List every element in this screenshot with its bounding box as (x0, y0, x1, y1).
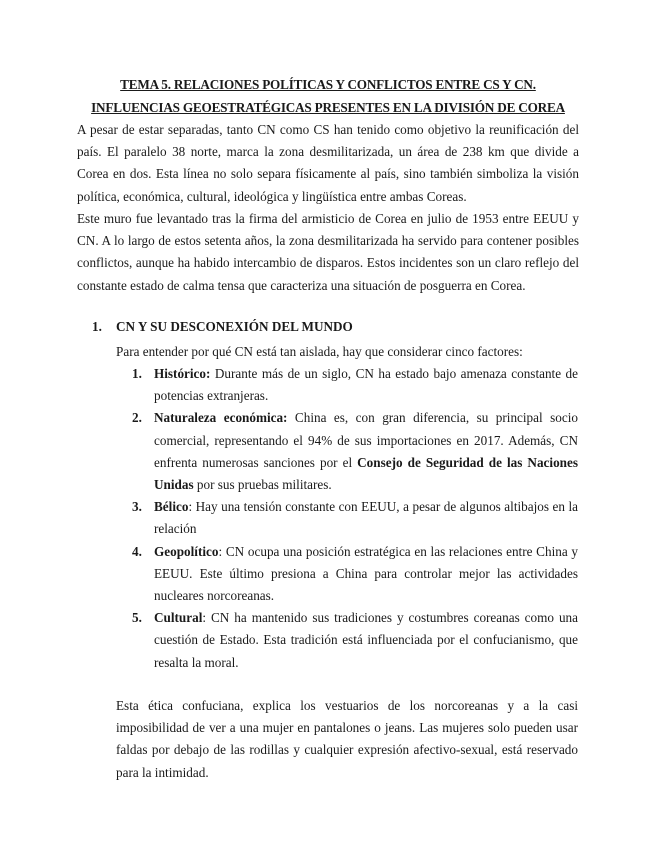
title-line-1: TEMA 5. RELACIONES POLÍTICAS Y CONFLICTOS ENTRE CS Y CN. (120, 77, 536, 92)
factor-text: China es, con gran diferencia, su principal socio comercial, representando el 94% de sus importaciones en 2017. Además, CN enfrenta numerosas sanciones por el (154, 410, 578, 470)
factor-item-economica (130, 407, 578, 496)
factor-strong-text: Consejo de Seguridad de las Naciones Unidas (154, 454, 578, 493)
section-number: 1. (92, 319, 102, 334)
title-line-2: INFLUENCIAS GEOESTRATÉGICAS PRESENTES EN LA DIVISIÓN DE COREA (91, 99, 565, 115)
factor-text: Durante más de un siglo, CN ha estado bajo amenaza constante de potencias extranjeras. (154, 366, 578, 404)
section-heading (92, 316, 353, 338)
section-intro: Para entender por qué CN está tan aislada, hay que considerar cinco factores: (116, 344, 523, 359)
list-number: 3. (132, 499, 142, 515)
factor-text: : CN ocupa una posición estratégica en las relaciones entre China y EEUU. Este último presiona a China para controlar mejor las actividades nucleares norcoreanas. (154, 543, 578, 604)
factor-term: Geopolítico (154, 543, 219, 559)
paragraph-armistice: Este muro fue levantado tras la firma del armisticio de Corea en julio de 1953 entre EEUU y CN. A lo largo de estos setenta años, la zona desmilitarizada ha servido para contener posibles conflictos, aunque ha habido intercambio de disparos. Estos incidentes son un claro reflejo del constante estado de calma tensa que caracteriza una situación de posguerra en Corea. (77, 211, 579, 293)
factor-item-cultural (130, 607, 578, 674)
list-number: 5. (132, 610, 142, 626)
paragraph-confucian-ethics: Esta ética confuciana, explica los vestuarios de los norcoreanas y a la casi imposibilidad de ver a una mujer en pantalones o jeans. Las mujeres solo pueden usar faldas por debajo de las rodillas y cualquier expresión afectivo-sexual, está reservado para la intimidad. (116, 698, 578, 780)
factor-text-after: por sus pruebas militares. (193, 477, 332, 493)
factor-item-belico (130, 496, 578, 540)
factor-term: Cultural (154, 610, 203, 626)
factor-term: Naturaleza económica: (154, 410, 288, 426)
list-number: 4. (132, 543, 142, 559)
document-title (78, 74, 578, 119)
list-number: 1. (132, 366, 142, 381)
factor-term: Histórico: (154, 366, 211, 381)
paragraph-reunification: A pesar de estar separadas, tanto CN como CS han tenido como objetivo la reunificación del país. El paralelo 38 norte, marca la zona desmilitarizada, un área de 238 km que divide a Corea en dos. Esta línea no solo separa físicamente al país, sino también simboliza la visión política, económica, cultural, ideológica y lingüística entre ambas Coreas. (77, 122, 579, 204)
factor-text: : Hay una tensión constante con EEUU, a pesar de algunos altibajos en la relación (154, 499, 578, 537)
factor-item-geopolitico (130, 541, 578, 608)
factor-text: : CN ha mantenido sus tradiciones y costumbres coreanas como una cuestión de Estado. Esta tradición está influenciada por el confucianismo, que resalta la moral. (154, 610, 578, 670)
section-title: CN Y SU DESCONEXIÓN DEL MUNDO (116, 319, 353, 334)
factors-list (130, 363, 578, 674)
factor-term: Bélico (154, 499, 189, 515)
factor-item-historico (130, 363, 578, 407)
list-number: 2. (132, 410, 142, 426)
